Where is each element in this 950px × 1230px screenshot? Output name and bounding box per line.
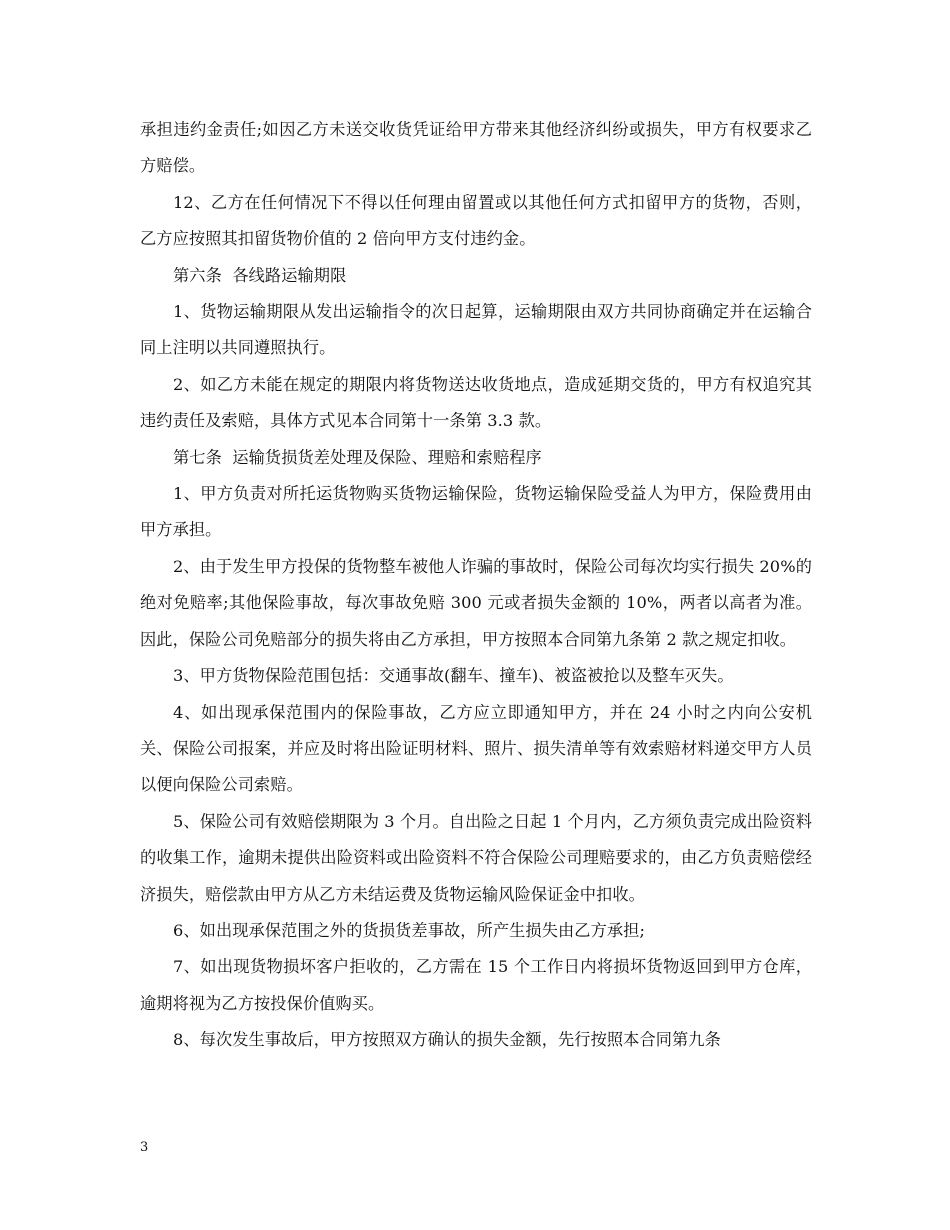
paragraph-13: 7、如出现货物损坏客户拒收的，乙方需在 15 个工作日内将损坏货物返回到甲方仓库，逾期将视为乙方按投保价值购买。 (140, 957, 812, 1013)
paragraph-8: 2、由于发生甲方投保的货物整车被他人诈骗的事故时，保险公司每次均实行损失 20%的绝对免赔率;其他保险事故，每次事故免赔 300 元或者损失金额的 10%，两者以高者为准。因此，保险公司免赔部分的损失将由乙方承担，甲方按照本合同第九条第 2 款之规定扣收。 (140, 556, 812, 649)
section-heading-article-7: 第七条 运输货损货差处理及保险、理赔和索赔程序 (173, 447, 542, 467)
section-heading-article-6: 第六条 各线路运输期限 (173, 265, 347, 285)
paragraph-7: 1、甲方负责对所托运货物购买货物运输保险，货物运输保险受益人为甲方，保险费用由甲方承担。 (140, 484, 812, 540)
paragraph-1: 承担违约金责任;如因乙方未送交收货凭证给甲方带来其他经济纠纷或损失，甲方有权要求乙方赔偿。 (140, 120, 812, 176)
paragraph-2: 12、乙方在任何情况下不得以任何理由留置或以其他任何方式扣留甲方的货物，否则，乙方应按照其扣留货物价值的 2 倍向甲方支付违约金。 (140, 192, 812, 249)
paragraph-9: 3、甲方货物保险范围包括：交通事故(翻车、撞车)、被盗被抢以及整车灭失。 (173, 666, 734, 686)
page-number: 3 (140, 1140, 149, 1155)
paragraph-5: 2、如乙方未能在规定的期限内将货物送达收货地点，造成延期交货的，甲方有权追究其违约责任及索赔，具体方式见本合同第十一条第 3.3 款。 (140, 374, 812, 431)
document-body (140, 112, 812, 1059)
paragraph-14: 8、每次发生事故后，甲方按照双方确认的损失金额，先行按照本合同第九条 (173, 1030, 721, 1050)
paragraph-10: 4、如出现承保范围内的保险事故，乙方应立即通知甲方，并在 24 小时之内向公安机关、保险公司报案，并应及时将出险证明材料、照片、损失清单等有效索赔材料递交甲方人员以便向保险公司索赔。 (140, 702, 812, 795)
paragraph-11: 5、保险公司有效赔偿期限为 3 个月。自出险之日起 1 个月内，乙方须负责完成出险资料的收集工作，逾期未提供出险资料或出险资料不符合保险公司理赔要求的，由乙方负责赔偿经济损失，赔偿款由甲方从乙方未结运费及货物运输风险保证金中扣收。 (140, 811, 812, 904)
paragraph-4: 1、货物运输期限从发出运输指令的次日起算，运输期限由双方共同协商确定并在运输合同上注明以共同遵照执行。 (140, 302, 812, 358)
paragraph-12: 6、如出现承保范围之外的货损货差事故，所产生损失由乙方承担; (173, 920, 646, 940)
